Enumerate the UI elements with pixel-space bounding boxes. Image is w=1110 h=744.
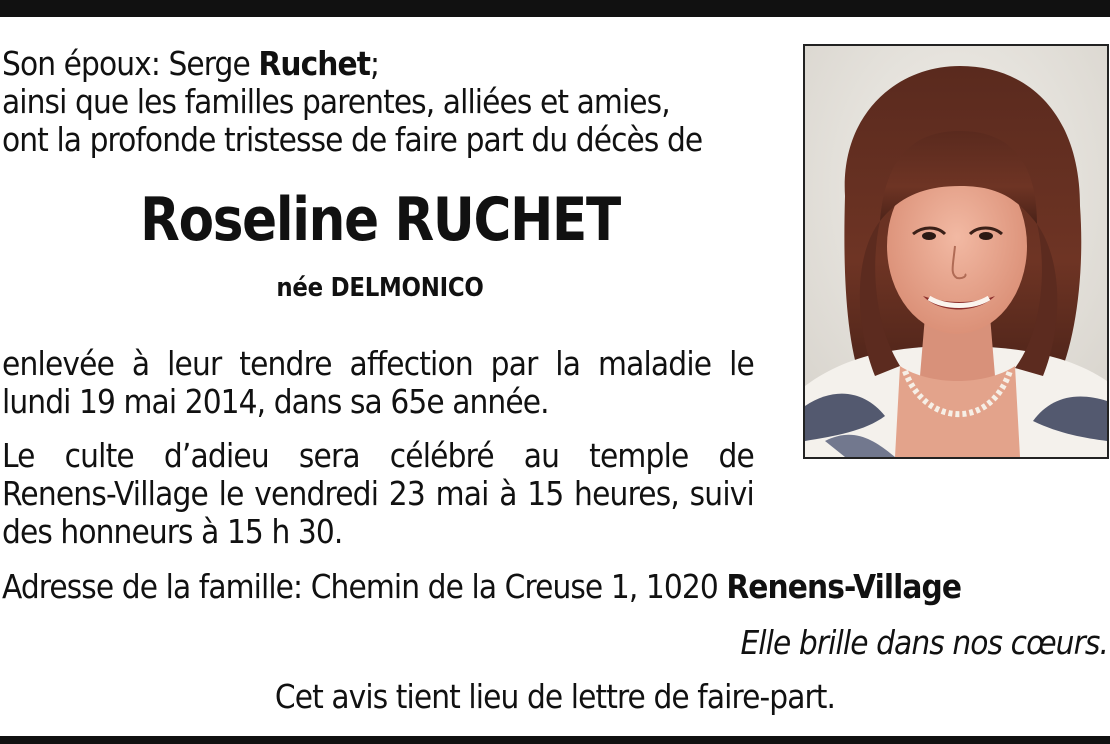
details-p1-line1-text: enlevée à leur tendre affection par la maladie le: [2, 344, 754, 383]
intro-line-1: [2, 45, 379, 83]
details-p1-line2: lundi 19 mai 2014, dans sa 65e année.: [2, 382, 549, 421]
bottom-rule: [0, 736, 1110, 744]
details-p2-line2: [2, 475, 754, 513]
details-p2-line2-text: Renens-Village le vendredi 23 mai à 15 heures, suivi: [2, 474, 754, 513]
epitaph: Elle brille dans nos cœurs.: [740, 623, 1108, 662]
maiden-name: née DELMONICO: [276, 273, 484, 303]
portrait-photo: [803, 44, 1109, 459]
closing-note: Cet avis tient lieu de lettre de faire-part.: [274, 677, 836, 716]
details-p1-line1: [2, 345, 754, 383]
deceased-name: Roseline RUCHET: [140, 185, 620, 255]
intro-line-2: ainsi que les familles parentes, alliées et amies,: [2, 82, 670, 121]
address-prefix: Adresse de la famille: Chemin de la Creuse 1, 1020: [2, 567, 727, 606]
details-p2-line3: des honneurs à 15 h 30.: [2, 512, 343, 551]
intro-line-3: ont la profonde tristesse de faire part du décès de: [2, 120, 703, 159]
details-p2-line1: [2, 437, 754, 475]
address-locality: Renens-Village: [726, 567, 962, 606]
details-p2-line1-text: Le culte d’adieu sera célébré au temple de: [2, 436, 754, 475]
portrait-illustration: [805, 46, 1107, 457]
top-rule: [0, 0, 1110, 17]
intro-line-1-prefix: Son époux: Serge: [2, 44, 259, 83]
family-address: [2, 568, 961, 606]
intro-line-1-suffix: ;: [370, 44, 380, 83]
husband-surname: Ruchet: [258, 44, 371, 83]
